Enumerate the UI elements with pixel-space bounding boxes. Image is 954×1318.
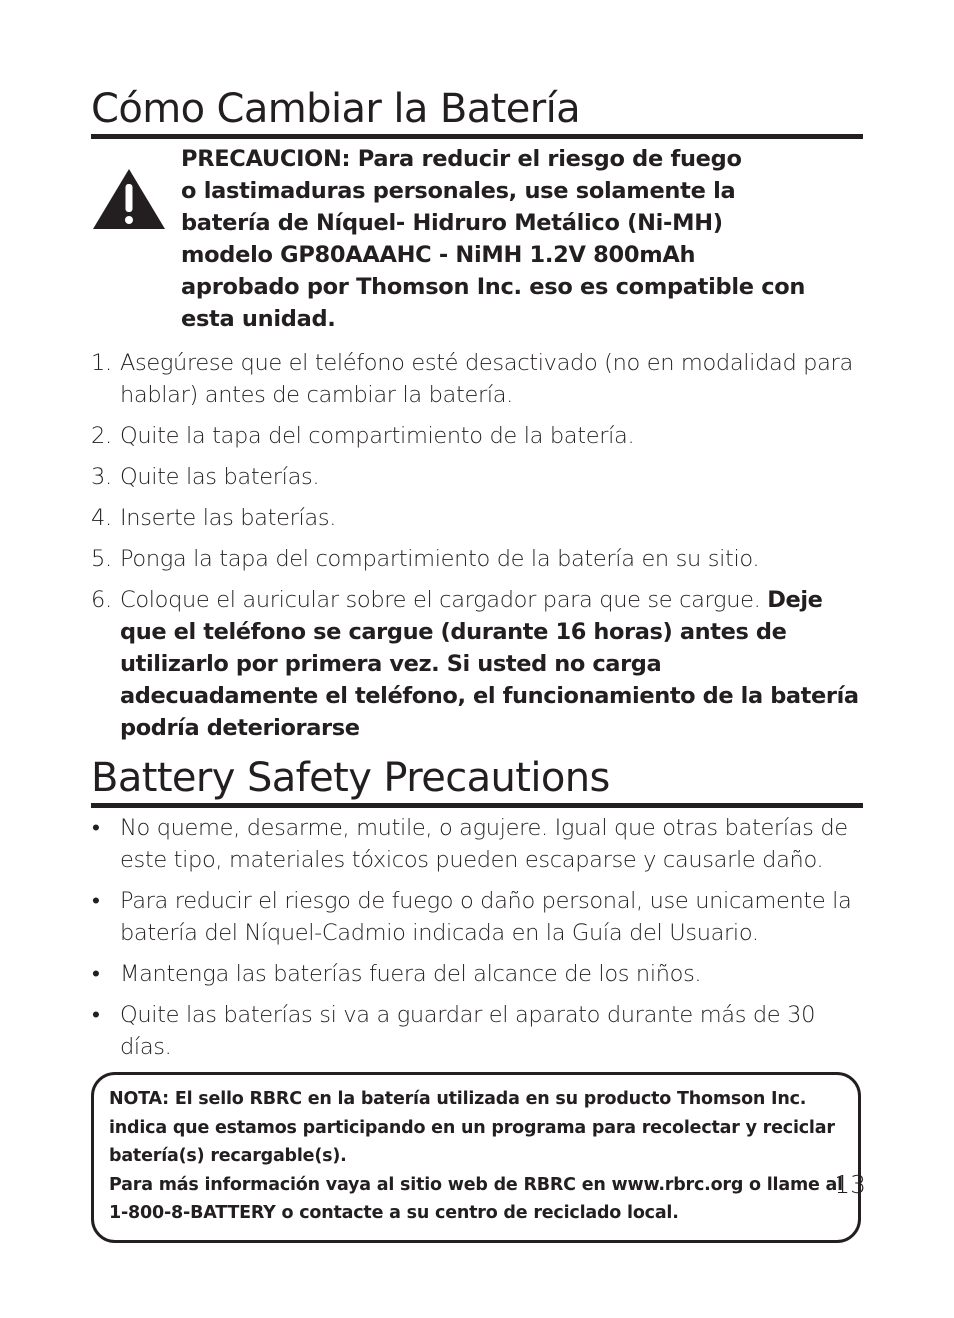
list-item <box>91 347 863 411</box>
caution-line: aprobado por Thomson Inc. eso es compatible con <box>181 274 806 300</box>
caution-line: esta unidad. <box>181 306 336 332</box>
list-item <box>91 812 863 876</box>
bullet-text: No queme, desarme, mutile, o agujere. Igual que otras baterías de este tipo, materiales tóxicos pueden escaparse y causarle daño. <box>120 815 848 873</box>
bullet-icon: • <box>92 888 100 914</box>
bullet-icon: • <box>92 815 100 841</box>
step-text: Asegúrese que el teléfono esté desactivado (no en modalidad para hablar) antes de cambiar la batería. <box>120 350 853 408</box>
caution-line: o lastimaduras personales, use solamente la <box>181 178 736 204</box>
step-text: Quite la tapa del compartimiento de la batería. <box>120 423 635 449</box>
safety-bullets-list <box>91 812 863 1063</box>
step-number: 4. <box>91 505 112 531</box>
warning-triangle-icon <box>91 143 167 335</box>
list-item <box>91 885 863 949</box>
caution-line: modelo GP80AAAHC - NiMH 1.2V 800mAh <box>181 242 696 268</box>
battery-steps-list <box>91 347 863 744</box>
list-item <box>91 584 863 744</box>
section-title-safety: Battery Safety Precautions <box>91 753 863 808</box>
list-item <box>91 999 863 1063</box>
page-content <box>91 84 863 1243</box>
step-number: 3. <box>91 464 112 490</box>
caution-block <box>91 143 863 335</box>
note-paragraph: Para más información vaya al sitio web de RBRC en www.rbrc.org o llame al 1-800-8-BATTERY o contacte a su centro de reciclado local. <box>109 1174 843 1223</box>
bullet-text: Para reducir el riesgo de fuego o daño personal, use unicamente la batería del Níquel-Cadmio indicada en la Guía del Usuario. <box>120 888 852 946</box>
caution-line: PRECAUCION: Para reducir el riesgo de fuego <box>181 146 742 172</box>
step-bold-text: Deje que el teléfono se cargue (durante 16 horas) antes de utilizarlo por primera vez. Si usted no carga adecuadamente el teléfono, el funcionamiento de la batería podría deteriorarse <box>120 587 859 741</box>
step-number: 2. <box>91 423 112 449</box>
note-paragraph: NOTA: El sello RBRC en la batería utilizada en su producto Thomson Inc. indica que estamos participando en un programa para recolectar y reciclar batería(s) recargable(s). <box>109 1089 835 1166</box>
step-text: Coloque el auricular sobre el cargador para que se cargue. <box>120 587 768 613</box>
list-item <box>91 502 863 534</box>
step-text: Ponga la tapa del compartimiento de la batería en su sitio. <box>120 546 760 572</box>
step-number: 1. <box>91 350 112 376</box>
caution-text <box>181 143 805 335</box>
step-number: 6. <box>91 587 112 613</box>
bullet-text: Mantenga las baterías fuera del alcance de los niños. <box>120 961 702 987</box>
list-item <box>91 461 863 493</box>
section-title-battery-change: Cómo Cambiar la Batería <box>91 84 863 139</box>
rbrc-note-box <box>91 1072 861 1243</box>
list-item <box>91 958 863 990</box>
list-item <box>91 420 863 452</box>
caution-line: batería de Níquel- Hidruro Metálico (Ni-MH) <box>181 210 723 236</box>
step-text: Inserte las baterías. <box>120 505 336 531</box>
page-number: 13 <box>834 1170 866 1199</box>
bullet-text: Quite las baterías si va a guardar el aparato durante más de 30 días. <box>120 1002 816 1060</box>
bullet-icon: • <box>92 961 100 987</box>
step-text: Quite las baterías. <box>120 464 320 490</box>
step-number: 5. <box>91 546 112 572</box>
list-item <box>91 543 863 575</box>
bullet-icon: • <box>92 1002 100 1028</box>
